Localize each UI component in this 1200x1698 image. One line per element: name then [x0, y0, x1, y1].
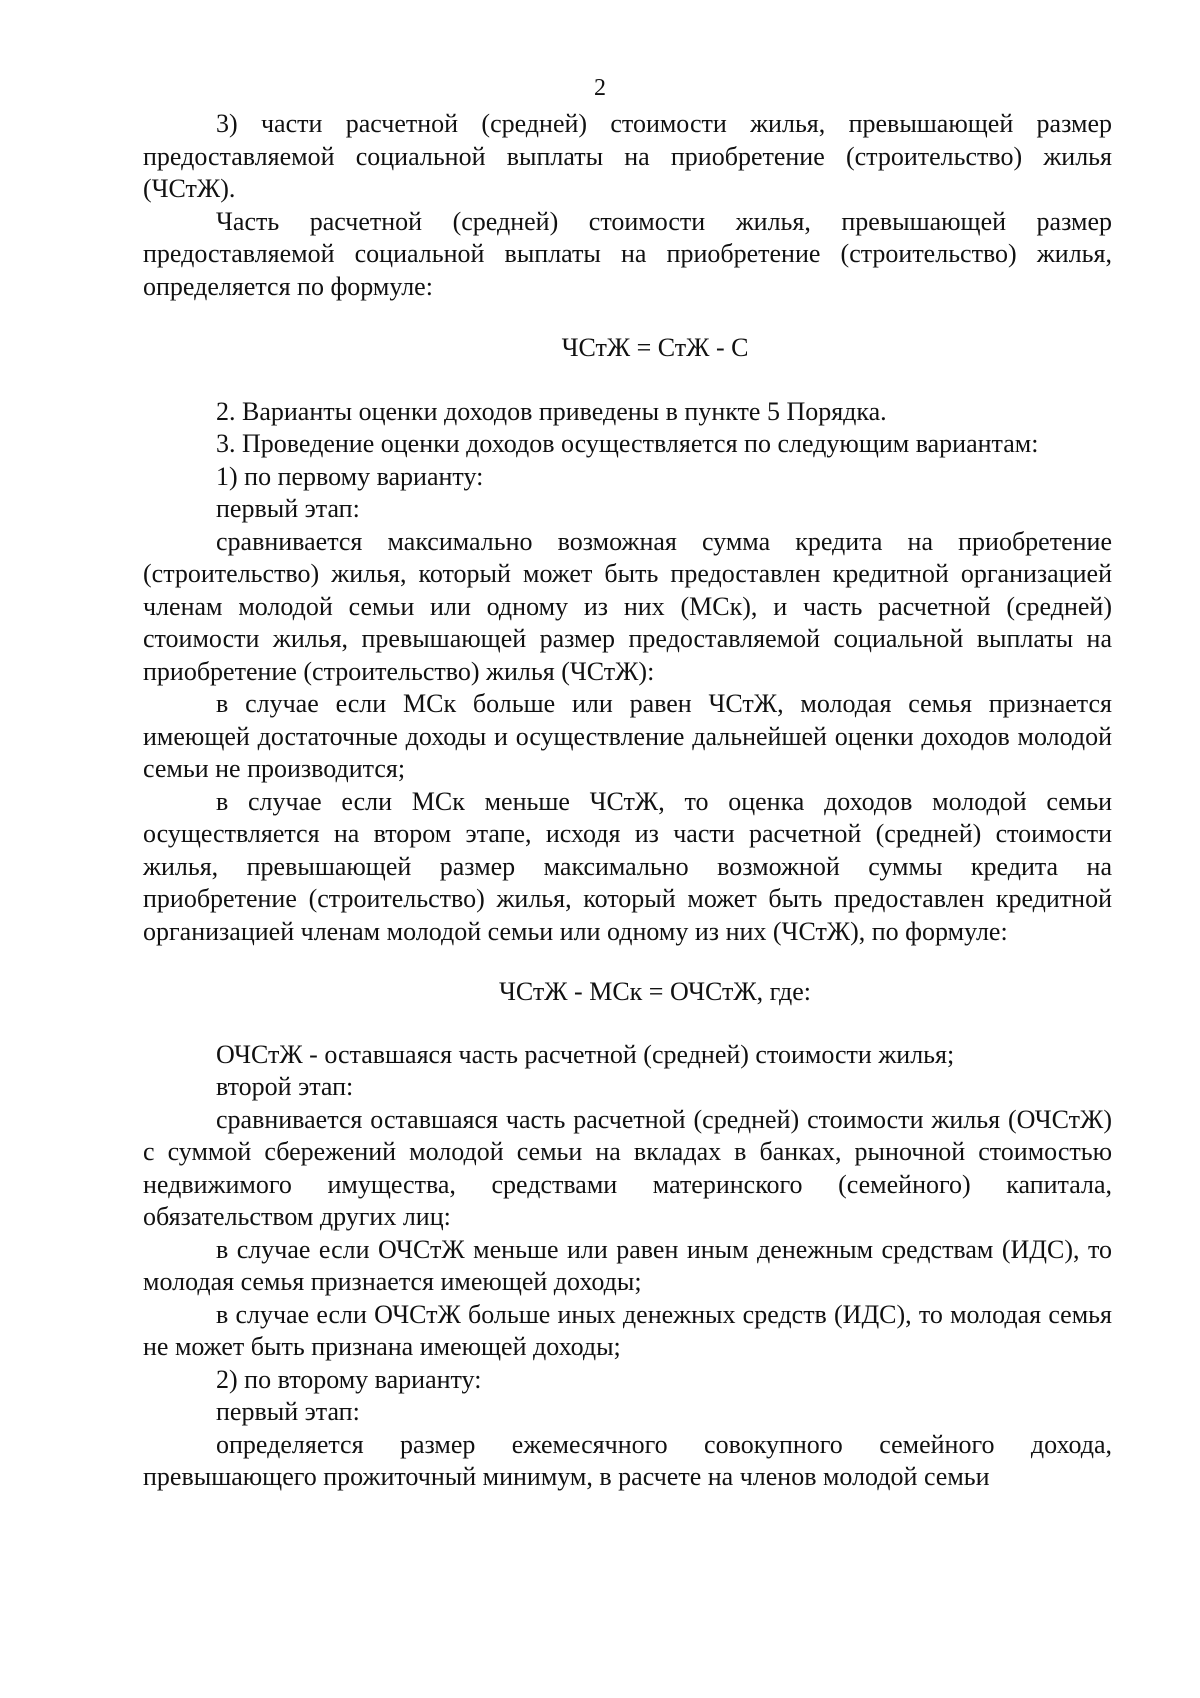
page-number: 2 [594, 75, 606, 101]
paragraph: сравнивается максимально возможная сумма кредита на приобретение (строительство) жилья, который может быть предоставлен кредитной организацией членам молодой семьи или одному из них (МСк), и часть расчетной (средней) стоимости жилья, превышающей размер предоставляемой социальной выплаты на приобретение (строительство) жилья (ЧСтЖ): [143, 526, 1112, 686]
paragraph: ОЧСтЖ - оставшаяся часть расчетной (средней) стоимости жилья; [216, 1039, 955, 1069]
paragraph: 2. Варианты оценки доходов приведены в пункте 5 Порядка. [216, 396, 887, 426]
formula: ЧСтЖ = СтЖ - С [561, 333, 749, 362]
formula: ЧСтЖ - МСк = ОЧСтЖ, где: [498, 977, 811, 1006]
paragraph: 1) по первому варианту: [216, 461, 484, 491]
paragraph: первый этап: [216, 494, 360, 523]
paragraph: сравнивается оставшаяся часть расчетной (средней) стоимости жилья (ОЧСтЖ) с суммой сбережений молодой семьи на вкладах в банках, рыночной стоимостью недвижимого имущества, средствами материнского (семейного) капитала, обязательством других лиц: [143, 1104, 1112, 1231]
paragraph: первый этап: [216, 1397, 360, 1426]
paragraph: второй этап: [216, 1072, 354, 1101]
document-body [143, 108, 1112, 1494]
paragraph: 2) по второму варианту: [216, 1364, 482, 1394]
paragraph: определяется размер ежемесячного совокупного семейного дохода, превышающего прожиточный минимум, в расчете на членов молодой семьи [143, 1429, 1112, 1491]
paragraph: в случае если МСк больше или равен ЧСтЖ, молодая семья признается имеющей достаточные доходы и осуществление дальнейшей оценки доходов молодой семьи не производится; [143, 689, 1112, 783]
paragraph: в случае если ОЧСтЖ меньше или равен иным денежным средствам (ИДС), то молодая семья признается имеющей доходы; [143, 1234, 1112, 1296]
paragraph: в случае если ОЧСтЖ больше иных денежных средств (ИДС), то молодая семья не может быть признана имеющей доходы; [143, 1299, 1112, 1361]
paragraph: 3. Проведение оценки доходов осуществляется по следующим вариантам: [216, 429, 1039, 458]
paragraph: в случае если МСк меньше ЧСтЖ, то оценка доходов молодой семьи осуществляется на втором этапе, исходя из части расчетной (средней) стоимости жилья, превышающей размер максимально возможной суммы кредита на приобретение (строительство) жилья, который может быть предоставлен кредитной организацией членам молодой семьи или одному из них (ЧСтЖ), по формуле: [143, 786, 1112, 946]
paragraph: Часть расчетной (средней) стоимости жилья, превышающей размер предоставляемой социальной выплаты на приобретение (строительство) жилья, определяется по формуле: [143, 206, 1112, 301]
paragraph: 3) части расчетной (средней) стоимости жилья, превышающей размер предоставляемой социальной выплаты на приобретение (строительство) жилья (ЧСтЖ). [143, 109, 1112, 203]
